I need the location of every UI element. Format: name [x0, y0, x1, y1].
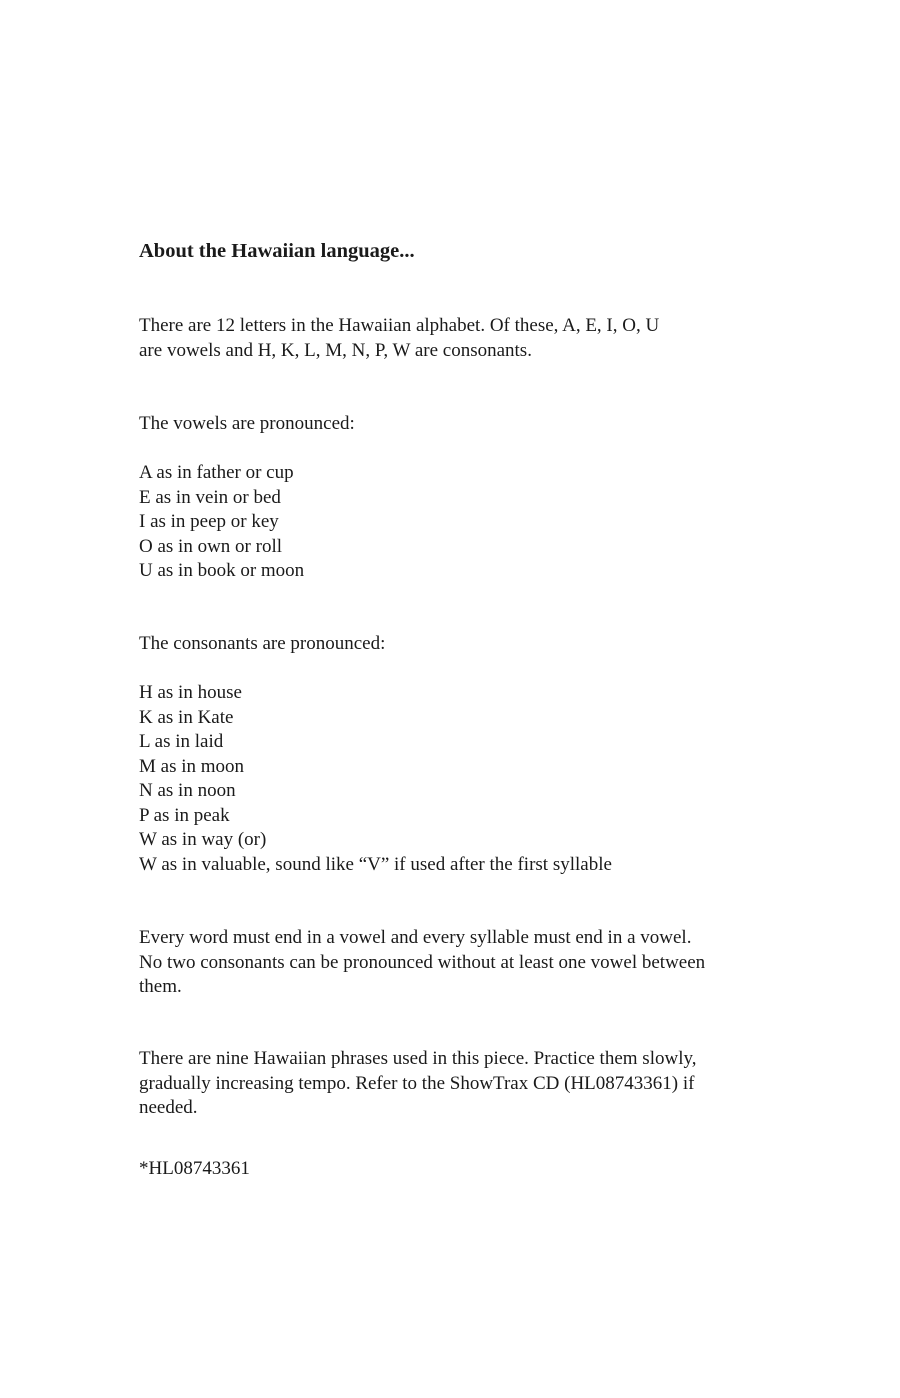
consonant-item: K as in Kate [139, 706, 234, 728]
consonant-item: M as in moon [139, 755, 245, 777]
consonants-list [139, 681, 612, 877]
intro-line: are vowels and H, K, L, M, N, P, W are consonants. [139, 339, 532, 361]
footnote: *HL08743361 [139, 1158, 250, 1179]
consonant-item: H as in house [139, 682, 242, 703]
vowels-heading: The vowels are pronounced: [139, 413, 355, 434]
consonant-item: L as in laid [139, 731, 224, 752]
practice-line: gradually increasing tempo. Refer to the ShowTrax CD (HL08743361) if [139, 1072, 695, 1094]
rule-line: Every word must end in a vowel and every syllable must end in a vowel. [139, 927, 692, 948]
vowel-item: O as in own or roll [139, 535, 283, 557]
consonant-item: P as in peak [139, 804, 230, 826]
practice-line: needed. [139, 1097, 198, 1118]
consonants-heading: The consonants are pronounced: [139, 633, 386, 654]
consonant-item: N as in noon [139, 780, 236, 801]
rule-paragraph [139, 926, 705, 1000]
rule-line: No two consonants can be pronounced without at least one vowel between [139, 951, 706, 973]
intro-line: There are 12 letters in the Hawaiian alphabet. Of these, A, E, I, O, U [139, 315, 660, 336]
rule-line: them. [139, 976, 182, 997]
vowel-item: E as in vein or bed [139, 486, 281, 508]
intro-paragraph [139, 314, 659, 363]
consonant-item: W as in valuable, sound like “V” if used after the first syllable [139, 853, 612, 875]
vowel-item: U as in book or moon [139, 560, 305, 581]
vowels-list [139, 461, 304, 584]
practice-paragraph [139, 1047, 697, 1121]
practice-line: There are nine Hawaiian phrases used in this piece. Practice them slowly, [139, 1048, 697, 1069]
vowel-item: I as in peep or key [139, 511, 279, 532]
consonant-item: W as in way (or) [139, 829, 267, 850]
vowel-item: A as in father or cup [139, 462, 294, 483]
page-title: About the Hawaiian language... [139, 240, 415, 262]
